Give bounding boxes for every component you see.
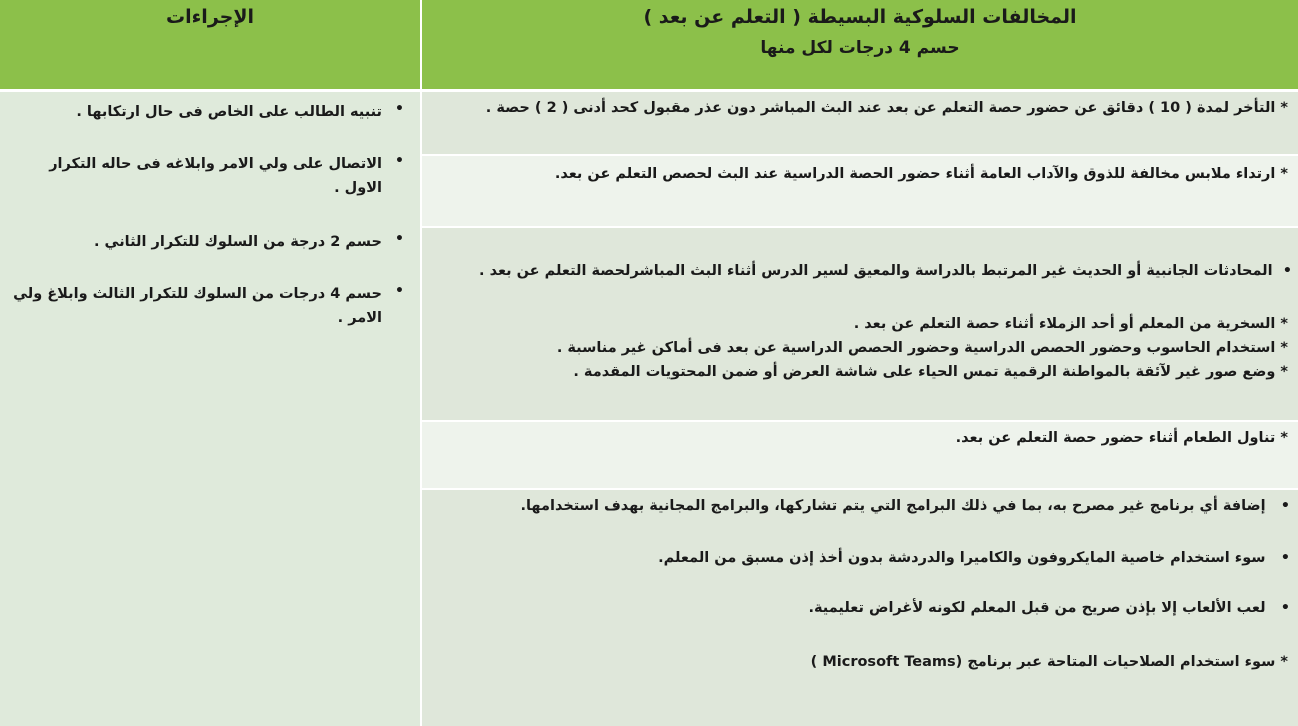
actions-title: الإجراءات bbox=[165, 6, 254, 28]
violation-row-2 bbox=[422, 156, 1298, 226]
action-text: الاتصال على ولي الامر وابلاغه فى حاله التكرار الاول . bbox=[49, 156, 382, 196]
violation-row-5 bbox=[422, 490, 1298, 726]
violation-text bbox=[658, 550, 1290, 566]
bullet: • bbox=[1282, 263, 1292, 279]
violation-text: * تناول الطعام أثناء حضور حصة التعلم عن بعد. bbox=[955, 430, 1288, 446]
violation-text: * التأخر لمدة ( 10 ) دقائق عن حضور حصة التعلم عن بعد عند البث المباشر دون عذر مقبول كحد أدنى ( 2 ) حصة . bbox=[485, 100, 1288, 116]
bullet: • bbox=[1280, 498, 1290, 514]
violation-text: * سوء استخدام الصلاحيات المتاحة عبر برنامج (Microsoft Teams ) bbox=[810, 654, 1288, 670]
violation-text bbox=[479, 263, 1292, 279]
violation-text: * السخرية من المعلم أو أحد الزملاء أثناء حصة التعلم عن بعد . bbox=[853, 316, 1288, 332]
bullet: • bbox=[395, 101, 404, 117]
action-text: حسم 2 درجة من السلوك للتكرار الثاني . bbox=[94, 234, 382, 250]
bullet: • bbox=[1280, 550, 1290, 566]
violation-row-3 bbox=[422, 228, 1298, 420]
column-divider bbox=[420, 0, 422, 726]
bullet: • bbox=[395, 283, 404, 299]
violation-row-4 bbox=[422, 422, 1298, 488]
violation-text: المحادثات الجانبية أو الحديث غير المرتبط بالدراسة والمعيق لسير الدرس أثناء البث المباشرلحصة التعلم عن بعد . bbox=[479, 263, 1273, 279]
violations-subtitle: حسم 4 درجات لكل منها bbox=[760, 38, 960, 58]
violations-title: المخالفات السلوكية البسيطة ( التعلم عن بعد ) bbox=[643, 6, 1077, 28]
violation-text: * وضع صور غير لآئقة بالمواطنة الرقمية تمس الحياء على شاشة العرض أو ضمن المحتويات المقدمة . bbox=[573, 364, 1288, 380]
violation-text: إضافة أي برنامج غير مصرح به، بما في ذلك البرامج التي يتم تشاركها، والبرامج المجانية بهدف استخدامها. bbox=[520, 498, 1266, 514]
violation-text: * ارتداء ملابس مخالفة للذوق والآداب العامة أثناء حضور الحصة الدراسية عند البث لحصص التعلم عن بعد. bbox=[554, 166, 1288, 182]
actions-header bbox=[0, 0, 420, 89]
violations-header bbox=[422, 0, 1298, 89]
bullet: • bbox=[395, 153, 404, 169]
bullet: • bbox=[395, 231, 404, 247]
actions-column bbox=[0, 92, 420, 726]
action-text: تنبيه الطالب على الخاص فى حال ارتكابها . bbox=[76, 104, 382, 120]
action-text: حسم 4 درجات من السلوك للتكرار الثالث وابلاغ ولي الامر . bbox=[13, 286, 382, 326]
violation-text: * استخدام الحاسوب وحضور الحصص الدراسية وحضور الحصص الدراسية عن بعد فى أماكن غير مناسبة . bbox=[556, 340, 1288, 356]
violation-text bbox=[808, 600, 1290, 616]
violation-text bbox=[520, 498, 1290, 514]
violation-text: لعب الألعاب إلا بإذن صريح من قبل المعلم لكونه لأغراض تعليمية. bbox=[808, 600, 1266, 616]
bullet: • bbox=[1280, 600, 1290, 616]
violation-row-1 bbox=[422, 92, 1298, 154]
violation-text: سوء استخدام خاصية المايكروفون والكاميرا والدردشة بدون أخذ إذن مسبق من المعلم. bbox=[658, 550, 1266, 566]
